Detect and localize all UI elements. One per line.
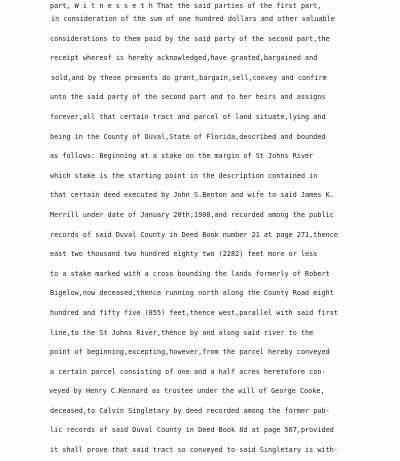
text-line: receipt whereof is hereby acknowledged,have granted,bargained and <box>50 54 318 63</box>
text-line: considerations to them paid by the said party of the second part,the <box>50 34 330 43</box>
text-line: that certain deed executed by John S.Benton and wife to said James K. <box>50 191 334 200</box>
text-line: being in the County of Duval,State of Florida,described and bounded <box>50 132 326 141</box>
text-line: Merrill under date of January 20th,1908,and recorded among the public <box>50 210 334 219</box>
text-line: a certain parcel consisting of one and a half acres heretofore con- <box>50 367 326 376</box>
text-line: sold,and by these presents do grant,bargain,sell,convey and confirm <box>51 73 327 82</box>
text-line: veyed by Henry C.Kennard as trustee under the will of George Cooke, <box>49 387 325 396</box>
text-line: Bigelow,now deceased,thence running north along the County Road eight <box>50 289 334 298</box>
text-line: as follows: Beginning at a stake on the margin of St Johns River <box>50 152 314 161</box>
text-line: records of said Duval County in Deed Book number 21 at page 271,thence <box>50 230 338 239</box>
text-line: line,to the St Johns River,thence by and along said river to the <box>50 328 314 337</box>
text-line: part, W i t n e s s e t h That the said parties of the first part, <box>50 2 322 10</box>
text-line: lic records of said Duval County in Deed Book 8d at page 567,provided <box>50 426 334 435</box>
text-line: east two thousand two hundred eighty two (2282) feet more or less <box>50 250 318 259</box>
text-line: point of beginning,excepting,however,from the parcel hereby conveyed <box>50 348 330 357</box>
text-line: to a stake marked with a cross bounding the lands formerly of Robert <box>50 269 330 278</box>
text-line: forever,all that certain tract and parcel of land situate,lying and <box>50 112 326 121</box>
text-line: hundred and fifty five (855) feet,thence west,parallel with said first <box>50 308 338 317</box>
text-line: deceased,to Calvin Singletary by deed recorded among the former pub- <box>50 406 330 415</box>
text-line: in consideration of the sum of one hundred dollars and other valuable <box>51 15 335 23</box>
text-line: unto the said party of the second part and to her heirs and assigns <box>50 93 326 102</box>
text-line: which stake is the starting point in the description contained in <box>50 171 318 180</box>
text-line: it shall prove that said tract so conveyed to said Singletary is with- <box>50 446 338 455</box>
